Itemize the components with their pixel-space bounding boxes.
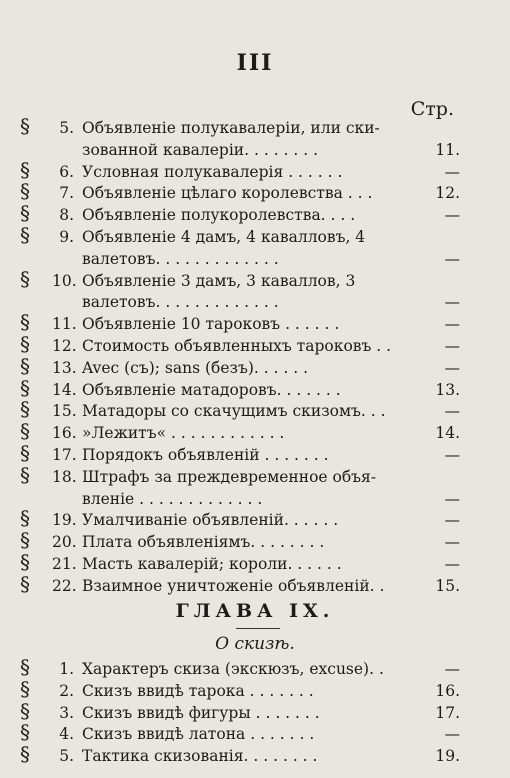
entry-page: — [444,402,460,421]
entry-title: Штрафъ за преждевременное объя- [82,467,377,486]
entry-number: 19. [52,511,77,530]
entry-title: Тактика скизованія. . . . . . . . [82,747,318,766]
chapter-rule [236,628,280,629]
section-sign: § [20,550,30,574]
section-sign: § [20,397,30,422]
toc-entry-line [20,114,460,139]
section-sign: § [20,528,30,553]
entry-number: 3. [59,703,74,722]
section-sign: § [20,223,30,247]
section-sign: § [20,720,30,745]
entry-title: Умалчиваніе объявленій. . . . . . [82,511,339,530]
entry-number: 5. [59,119,74,137]
section-sign: § [20,201,30,226]
entry-page: — [444,315,460,334]
entry-title: Объявленіе матадоровъ. . . . . . . [82,380,341,399]
section-sign: § [20,157,30,182]
section-sign: § [20,571,30,596]
section-sign: § [20,419,30,444]
toc-entry-line [20,488,460,510]
section-sign: § [20,742,30,767]
section-sign: § [20,310,30,335]
entry-title: вленіе . . . . . . . . . . . . . [82,489,263,508]
section-sign: § [20,441,30,465]
entry-title: Взаимное уничтоженіе объявленій. . [82,576,385,595]
toc-entry-line [20,742,460,767]
toc-entry-line [20,462,460,488]
toc-entry-line [20,179,460,204]
entry-number: 8. [59,206,74,225]
entry-title: Объявленіе 10 тароковъ . . . . . . [82,315,340,334]
section-sign: § [20,179,30,204]
entry-number: 14. [52,380,77,399]
toc-entry-line [20,720,460,745]
entry-number: 5. [59,747,74,766]
entry-page: 14. [435,424,460,443]
entry-page: — [444,533,460,552]
entry-title: Скизъ ввидѣ тарока . . . . . . . [82,681,314,700]
entry-page: — [444,511,460,530]
section-sign: § [20,114,30,138]
section-sign: § [20,332,30,356]
page-roman-numeral: III [236,50,274,76]
entry-page: — [444,725,460,744]
toc-entry-line [20,676,460,702]
chapter-title: ГЛАВА IX. [175,600,335,622]
entry-number: 6. [59,162,74,181]
entry-title: валетовъ. . . . . . . . . . . . . [82,249,279,268]
entry-title: Объявленіе полукавалеріи, или ски- [82,119,380,137]
entry-page: — [444,206,460,225]
entry-page: 13. [435,380,460,399]
entry-number: 2. [59,681,74,700]
entry-page: — [444,446,460,464]
entry-title: Масть кавалерій; короли. . . . . . [82,555,342,573]
entry-number: 9. [59,228,74,246]
toc-entry-line [20,506,460,531]
chapter-subtitle: О скизѣ. [215,634,295,654]
entry-number: 16. [52,424,77,443]
toc-entry-line [20,353,460,379]
toc-entry-line [20,528,460,553]
toc-entry-line [20,441,460,466]
entry-number: 1. [59,660,74,678]
entry-number: 22. [52,576,77,595]
entry-page: — [444,337,460,355]
entry-title: Плата объявленіямъ. . . . . . . . [82,533,325,552]
toc-entry-line [20,698,460,724]
toc-entry-line [20,248,460,270]
entry-number: 4. [59,725,74,744]
toc-entry-line [20,550,460,575]
entry-number: 13. [52,358,77,377]
entry-title: Скизъ ввидѣ латона . . . . . . . [82,725,315,744]
toc-entry-line [20,223,460,248]
entry-number: 18. [52,467,77,486]
entry-title: »Лежитъ« . . . . . . . . . . . . [82,424,285,443]
entry-page: 19. [435,747,460,766]
entry-title: Порядокъ объявленій . . . . . . . [82,446,329,464]
entry-number: 21. [52,555,77,573]
entry-title: Матадоры со скачущимъ скизомъ. . . [82,402,386,421]
toc-entry-line [20,291,460,313]
entry-page: — [444,358,460,377]
entry-number: 12. [52,337,77,355]
entry-title: Условная полукавалерія . . . . . . [82,162,343,181]
entry-title: Объявленіе полукоролевства. . . . [82,206,356,225]
entry-page: 16. [435,681,460,700]
entry-title: Объявленіе 4 дамъ, 4 кавалловъ, 4 [82,228,366,246]
toc-entry-line [20,419,460,444]
section-sign: § [20,506,30,531]
toc-entry-line [20,655,460,680]
section-sign: § [20,655,30,679]
section-sign: § [20,698,30,723]
entry-page: 11. [435,140,460,159]
entry-title: Объявленіе 3 дамъ, 3 каваллов, 3 [82,271,356,290]
section-sign: § [20,353,30,378]
toc-entry-line [20,332,460,357]
entry-title: валетовъ. . . . . . . . . . . . . [82,293,279,312]
toc-entry-line [20,266,460,292]
entry-page: — [444,249,460,268]
entry-number: 20. [52,533,77,552]
page-column-label: Стр. [410,98,454,120]
entry-page: — [444,555,460,573]
toc-entry-line [20,157,460,183]
toc-entry-line [20,201,460,226]
entry-page: — [444,293,460,312]
entry-number: 10. [52,271,77,290]
entry-title: Характеръ скиза (экскюзъ, excuse). . [82,660,384,678]
entry-number: 11. [52,315,77,334]
toc-entry-line [20,375,460,401]
entry-page: — [444,489,460,508]
entry-number: 15. [52,402,77,421]
toc-entry-line [20,139,460,161]
entry-page: 17. [435,703,460,722]
entry-page: — [444,660,460,678]
section-sign: § [20,676,30,701]
entry-title: Avec (съ); sans (безъ). . . . . . [82,358,309,377]
section-sign: § [20,375,30,400]
section-sign: § [20,266,30,291]
entry-page: 15. [435,576,460,595]
entry-page: 12. [435,184,460,203]
section-sign: § [20,462,30,487]
entry-number: 17. [52,446,77,464]
toc-entry-line [20,571,460,597]
entry-page: — [444,162,460,181]
entry-title: Скизъ ввидѣ фигуры . . . . . . . [82,703,320,722]
entry-title: Объявленіе цѣлаго королевства . . . [82,184,373,203]
toc-entry-line [20,310,460,335]
entry-title: Стоимость объявленныхъ тароковъ . . [82,337,392,355]
toc-entry-line [20,397,460,422]
entry-number: 7. [59,184,74,203]
entry-title: зованной кавалеріи. . . . . . . . [82,140,319,159]
